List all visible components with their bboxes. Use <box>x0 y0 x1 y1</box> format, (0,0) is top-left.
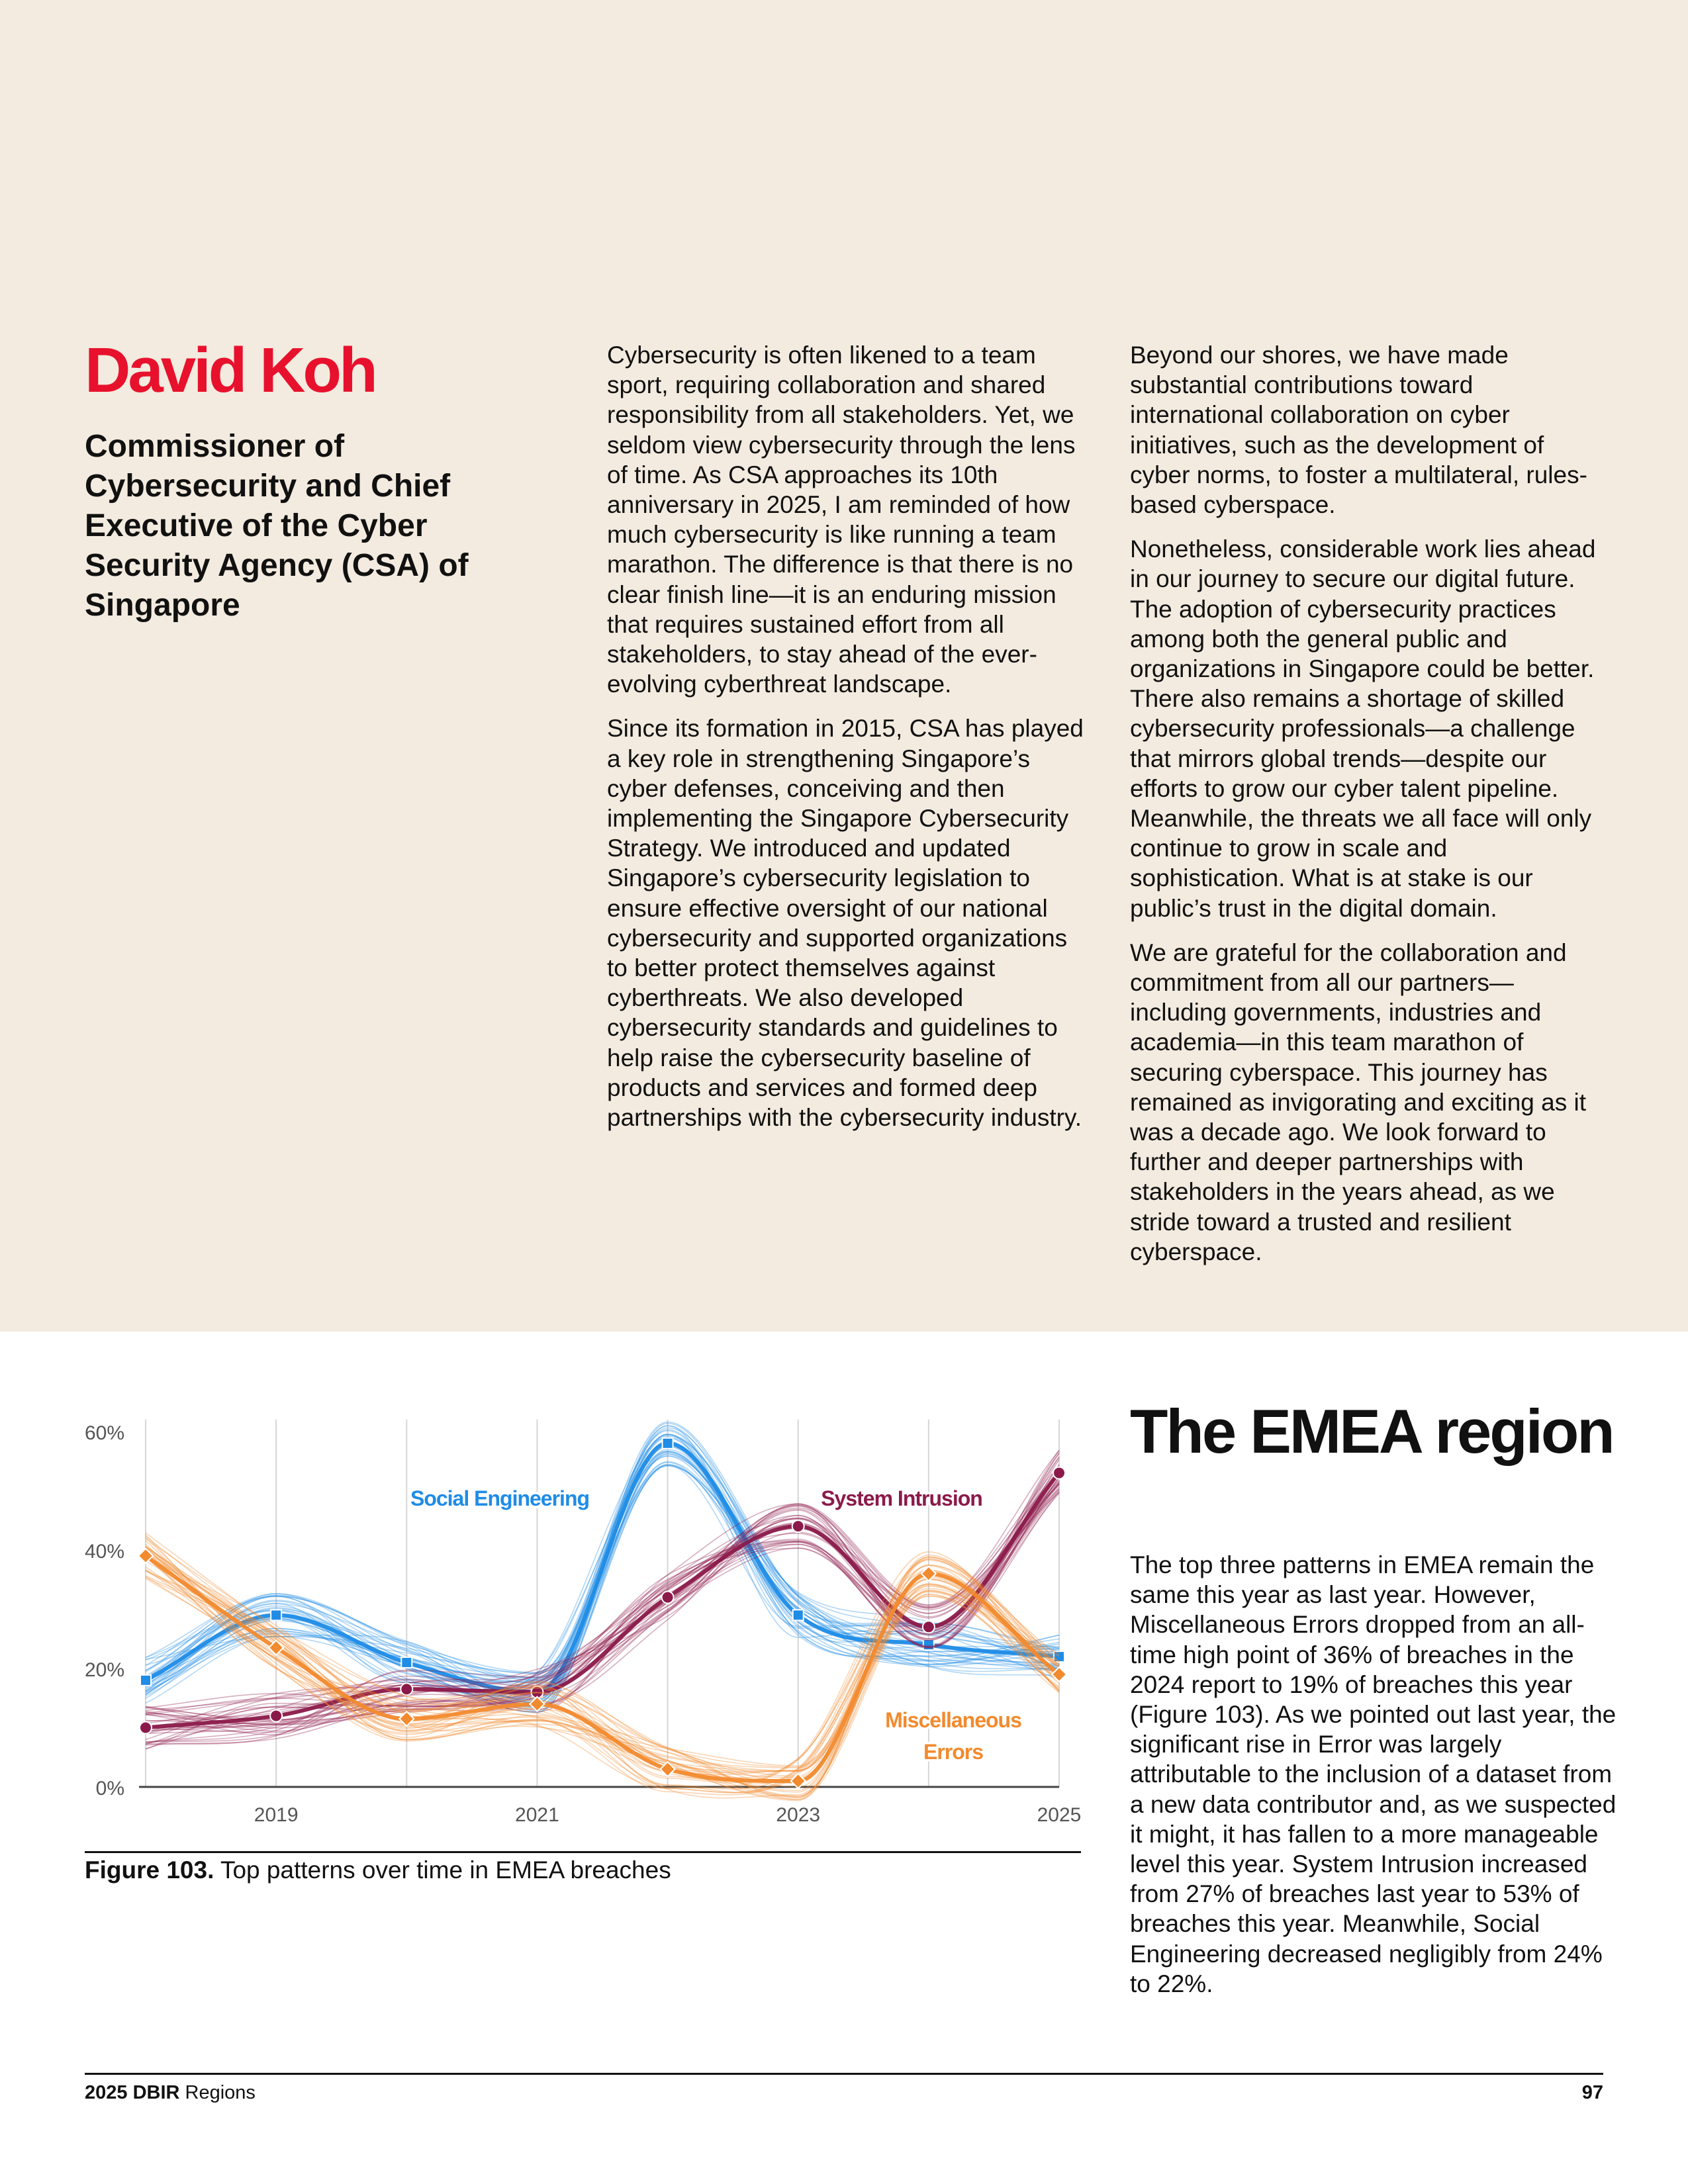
paragraph: We are grateful for the collaboration and commitment from all our partners—including governments, industries and academia—in this team marathon of securing cyberspace. This journey has remained as invigorating and exciting as it was a decade ago. We look forward to further and deeper partnerships with stakeholders in the years ahead, as we stride toward a trusted and resilient cyberspace. <box>1130 938 1586 1265</box>
figure-caption <box>85 1855 671 1886</box>
data-point <box>793 1610 804 1620</box>
data-point <box>270 1710 282 1722</box>
paragraph: Nonetheless, considerable work lies ahead in our journey to secure our digital future. The adoption of cybersecurity practices among both the general public and organizations in Singapore could be better. There also remains a shortage of skilled cybersecurity professionals—a challenge that mirrors global trends—despite our efforts to grow our cyber talent pipeline. Meanwhile, the threats we all face will only continue to grow in scale and sophistication. What is at stake is our public’s trust in the digital domain. <box>1130 535 1596 922</box>
series-label: System Intrusion <box>821 1486 982 1510</box>
series-band-line <box>146 1492 1059 1711</box>
data-point <box>792 1520 804 1532</box>
x-tick-label: 2023 <box>776 1804 821 1826</box>
y-tick-label: 0% <box>95 1778 124 1799</box>
profile-role: Commissioner of Cybersecurity and Chief Executive of the Cyber Security Agency (CSA) of Singapore <box>85 429 469 623</box>
data-point <box>663 1438 673 1449</box>
data-point <box>923 1621 935 1633</box>
data-point <box>401 1657 412 1668</box>
series-band-line <box>146 1551 1059 1800</box>
paragraph: Since its formation in 2015, CSA has played a key role in strengthening Singapore’s cyber defenses, conceiving and then implementing the Singapore Cybersecurity Strategy. We introduced and updated Singapore’s cybersecurity legislation to ensure effective oversight of our national cybersecurity and supported organizations to better protect themselves against cyberthreats. We also developed cybersecurity standards and guidelines to help raise the cybersecurity baseline of products and services and formed deep partnerships with the cybersecurity industry. <box>607 715 1084 1132</box>
paragraph: Cybersecurity is often likened to a team sport, requiring collaboration and shared responsibility from all stakeholders. Yet, we seldom view cybersecurity through the lens of time. As CSA approaches its 10th anniversary in 2025, I am reminded of how much cybersecurity is like running a team marathon. The difference is that there is no clear finish line—it is an enduring mission that requires sustained effort from all stakeholders, to stay ahead of the ever-evolving cyberthreat landscape. <box>607 341 1076 698</box>
caption-divider <box>85 1851 1081 1853</box>
y-tick-label: 20% <box>84 1659 124 1681</box>
series-band-line <box>146 1490 1059 1720</box>
footer-divider <box>85 2073 1603 2075</box>
profile-name: David Koh <box>85 335 375 406</box>
x-tick-label: 2025 <box>1037 1804 1082 1826</box>
x-tick-label: 2021 <box>515 1804 559 1826</box>
figure-label: Figure 103. <box>85 1856 214 1884</box>
footer-section: Regions <box>185 2082 256 2103</box>
x-tick-label: 2019 <box>254 1804 299 1826</box>
footer-report: 2025 DBIR <box>85 2082 180 2103</box>
paragraph: Beyond our shores, we have made substantial contributions toward international collaboration on cyber initiatives, such as the development of cyber norms, to foster a multilateral, rules-based cyberspace. <box>1130 341 1587 519</box>
data-point <box>1053 1467 1065 1479</box>
series-band-line <box>146 1473 1059 1723</box>
series-label: Errors <box>923 1740 984 1764</box>
interview-column-2 <box>1130 340 1607 1281</box>
data-point <box>400 1683 412 1695</box>
data-point <box>271 1610 281 1620</box>
series-band-line <box>146 1484 1059 1721</box>
footer-report-title <box>85 2081 256 2105</box>
data-point <box>140 1675 151 1686</box>
interview-column-1 <box>607 340 1084 1147</box>
series-band-line <box>146 1565 1059 1790</box>
y-tick-label: 40% <box>84 1540 124 1563</box>
section-body: The top three patterns in EMEA remain the same this year as last year. However, Miscellaneous Errors dropped from an all-time high point of 36% of breaches in the 2024 report to 19% of breaches this year (Figure 103). As we pointed out last year, the significant rise in Error was largely attributable to the inclusion of a dataset from a new data contributor and, as we suspected it might, it has fallen to a more manageable level this year. System Intrusion increased from 27% of breaches last year to 53% of breaches this year. Meanwhile, Social Engineering decreased negligibly from 24% to 22%. <box>1130 1551 1617 1997</box>
figure-caption-text: Top patterns over time in EMEA breaches <box>220 1856 671 1884</box>
data-point <box>662 1592 674 1604</box>
series-label: Miscellaneous <box>885 1708 1021 1732</box>
data-point <box>140 1721 152 1733</box>
series-label: Social Engineering <box>410 1486 590 1510</box>
y-tick-label: 60% <box>84 1422 124 1444</box>
section-title: The EMEA region <box>1130 1396 1613 1466</box>
page-number: 97 <box>1581 2082 1603 2103</box>
patterns-over-time-chart <box>66 1403 1086 1826</box>
